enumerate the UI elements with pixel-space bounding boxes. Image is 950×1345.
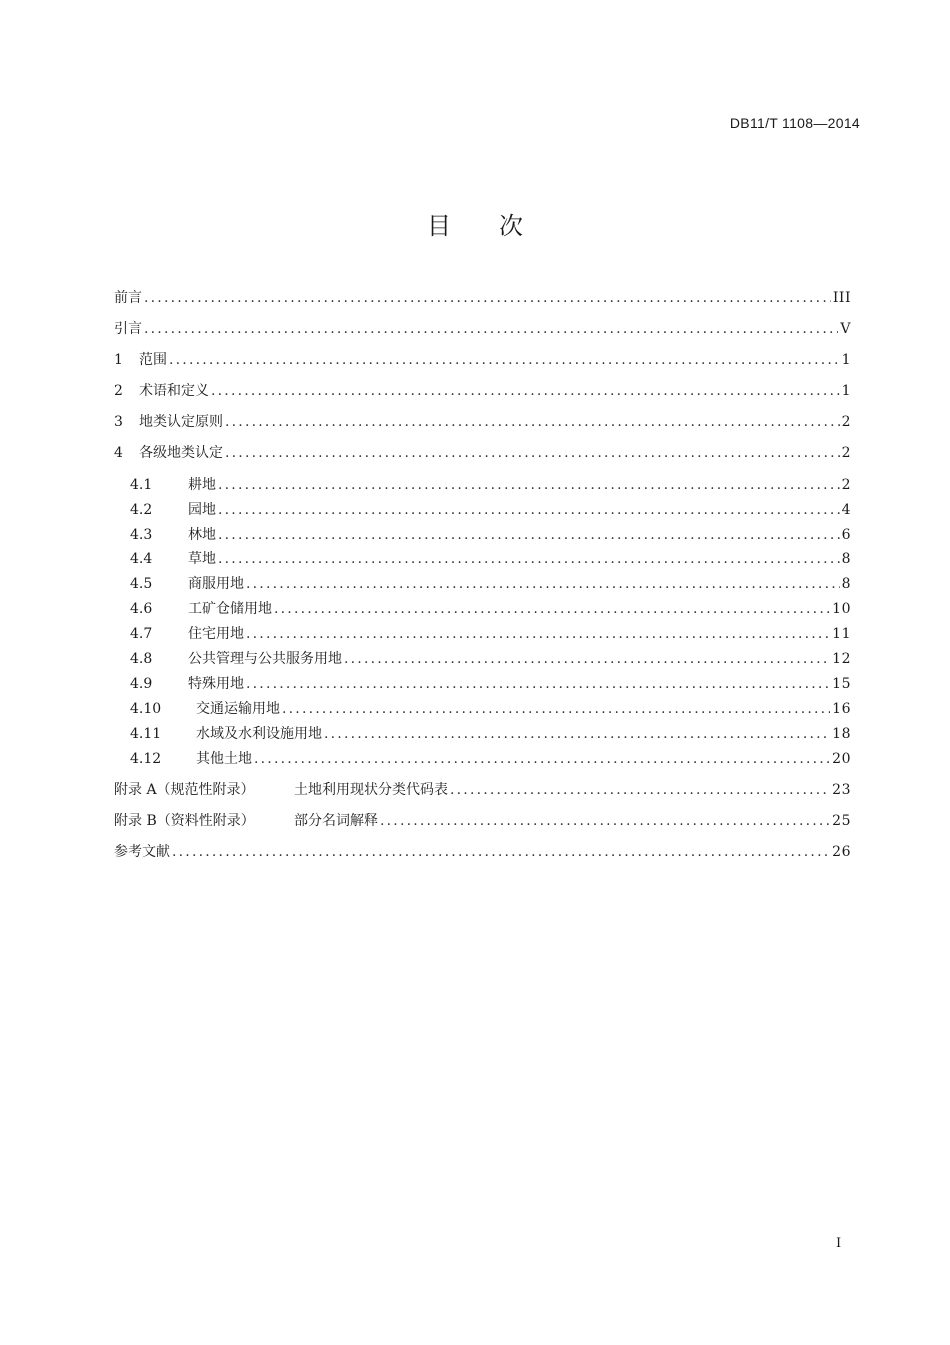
toc-entry-page: 2 xyxy=(841,414,851,430)
toc-entry-page: V xyxy=(840,321,851,337)
toc-entry-number: 4.9 xyxy=(130,676,153,692)
toc-entry-page: 23 xyxy=(832,782,851,798)
toc-entry-section-4-8[interactable] xyxy=(114,649,851,669)
toc-entry-section-4-1[interactable] xyxy=(114,475,851,495)
toc-entry-label: 部分名词解释 xyxy=(294,813,378,829)
toc-entry-label: 林地 xyxy=(188,527,216,543)
toc-entry-page: 25 xyxy=(832,813,851,829)
toc-leader xyxy=(344,649,830,669)
toc-entry-label: 园地 xyxy=(188,502,216,518)
toc-entry-page: 8 xyxy=(841,576,851,592)
document-code: DB11/T 1108—2014 xyxy=(729,115,860,131)
toc-entry-preface[interactable] xyxy=(114,288,851,308)
toc-leader xyxy=(282,699,830,719)
toc-leader xyxy=(218,525,840,545)
toc-leader xyxy=(246,624,830,644)
toc-entry-section-4-2[interactable] xyxy=(114,500,851,520)
toc-title xyxy=(0,206,950,241)
toc-entry-label: 耕地 xyxy=(188,477,216,493)
toc-entry-number: 4.10 xyxy=(130,701,162,717)
toc-entry-number: 4.12 xyxy=(130,751,162,767)
toc-entry-label: 交通运输用地 xyxy=(196,701,280,717)
toc-entry-page: 2 xyxy=(841,477,851,493)
toc-entry-page: 20 xyxy=(832,751,851,767)
toc-leader xyxy=(246,674,830,694)
toc-entry-number: 4.1 xyxy=(130,477,153,493)
toc-entry-number: 4.8 xyxy=(130,651,153,667)
toc-entry-page: 4 xyxy=(841,502,851,518)
toc-entry-intro[interactable] xyxy=(114,319,851,339)
toc-entry-label: 草地 xyxy=(188,551,216,567)
toc-entry-section-4-3[interactable] xyxy=(114,525,851,545)
toc-entry-number: 3 xyxy=(114,414,123,430)
toc-entry-section-1[interactable] xyxy=(114,350,851,370)
toc-leader xyxy=(169,350,840,370)
toc-entry-label: 术语和定义 xyxy=(139,383,209,399)
toc-leader xyxy=(225,412,840,432)
toc-entry-page: 10 xyxy=(832,601,851,617)
toc-leader xyxy=(218,475,840,495)
toc-entry-page: III xyxy=(832,290,851,306)
toc-entry-appendix-a[interactable] xyxy=(114,780,851,800)
toc-leader xyxy=(218,500,840,520)
toc-leader xyxy=(254,749,830,769)
page-number: I xyxy=(836,1236,842,1251)
toc-entry-label: 公共管理与公共服务用地 xyxy=(188,651,342,667)
toc-entry-page: 1 xyxy=(841,352,851,368)
toc-entry-section-4-10[interactable] xyxy=(114,699,851,719)
toc-entry-number: 4.11 xyxy=(130,726,162,742)
toc-entry-page: 2 xyxy=(841,445,851,461)
toc-entry-section-4[interactable] xyxy=(114,443,851,463)
toc-leader xyxy=(246,574,840,594)
toc-entry-page: 16 xyxy=(832,701,851,717)
toc-title-char-2: 次 xyxy=(499,212,523,240)
toc-entry-page: 12 xyxy=(832,651,851,667)
toc-leader xyxy=(450,780,830,800)
toc-entry-label: 水域及水利设施用地 xyxy=(196,726,322,742)
toc-appendix-heading: 附录 A（规范性附录） xyxy=(114,782,255,798)
toc-entry-label: 地类认定原则 xyxy=(139,414,223,430)
toc-entry-section-4-6[interactable] xyxy=(114,599,851,619)
toc-leader xyxy=(144,319,838,339)
toc-leader xyxy=(274,599,830,619)
toc-leader xyxy=(225,443,840,463)
toc-appendix-heading: 附录 B（资料性附录） xyxy=(114,813,255,829)
toc-entry-page: 1 xyxy=(841,383,851,399)
toc-entry-label: 土地利用现状分类代码表 xyxy=(294,782,448,798)
toc-entry-section-4-11[interactable] xyxy=(114,724,851,744)
toc-entry-number: 2 xyxy=(114,383,123,399)
toc-entry-number: 1 xyxy=(114,352,123,368)
toc-entry-label: 特殊用地 xyxy=(188,676,244,692)
toc-title-char-1: 目 xyxy=(427,212,451,240)
toc-entry-number: 4.3 xyxy=(130,527,153,543)
toc-entry-section-4-4[interactable] xyxy=(114,549,851,569)
toc-entry-number: 4 xyxy=(114,445,123,461)
toc-entry-label: 商服用地 xyxy=(188,576,244,592)
toc-entry-number: 4.7 xyxy=(130,626,153,642)
toc-leader xyxy=(211,381,840,401)
toc-leader xyxy=(324,724,830,744)
toc-entry-label: 前言 xyxy=(114,290,142,306)
toc-entry-label: 工矿仓储用地 xyxy=(188,601,272,617)
toc-entry-label: 其他土地 xyxy=(196,751,252,767)
toc-entry-section-2[interactable] xyxy=(114,381,851,401)
toc-entry-number: 4.6 xyxy=(130,601,153,617)
toc-entry-appendix-b[interactable] xyxy=(114,811,851,831)
toc-entry-label: 参考文献 xyxy=(114,844,170,860)
toc-leader xyxy=(144,288,831,308)
toc-leader xyxy=(218,549,840,569)
toc-entry-section-4-7[interactable] xyxy=(114,624,851,644)
toc-entry-page: 15 xyxy=(832,676,851,692)
toc-entry-label: 范围 xyxy=(139,352,167,368)
toc-entry-number: 4.5 xyxy=(130,576,153,592)
toc-entry-page: 6 xyxy=(841,527,851,543)
toc-entry-label: 住宅用地 xyxy=(188,626,244,642)
toc-entry-label: 各级地类认定 xyxy=(139,445,223,461)
toc-entry-page: 26 xyxy=(832,844,851,860)
toc-entry-page: 18 xyxy=(832,726,851,742)
toc-entry-section-4-12[interactable] xyxy=(114,749,851,769)
toc-entry-number: 4.4 xyxy=(130,551,153,567)
toc-entry-section-4-5[interactable] xyxy=(114,574,851,594)
toc-entry-label: 引言 xyxy=(114,321,142,337)
toc-entry-references[interactable] xyxy=(114,842,851,862)
toc-leader xyxy=(172,842,830,862)
toc-entry-page: 8 xyxy=(841,551,851,567)
toc-entry-page: 11 xyxy=(832,626,851,642)
toc-entry-section-3[interactable] xyxy=(114,412,851,432)
toc-entry-number: 4.2 xyxy=(130,502,153,518)
toc-leader xyxy=(380,811,830,831)
toc-entry-section-4-9[interactable] xyxy=(114,674,851,694)
